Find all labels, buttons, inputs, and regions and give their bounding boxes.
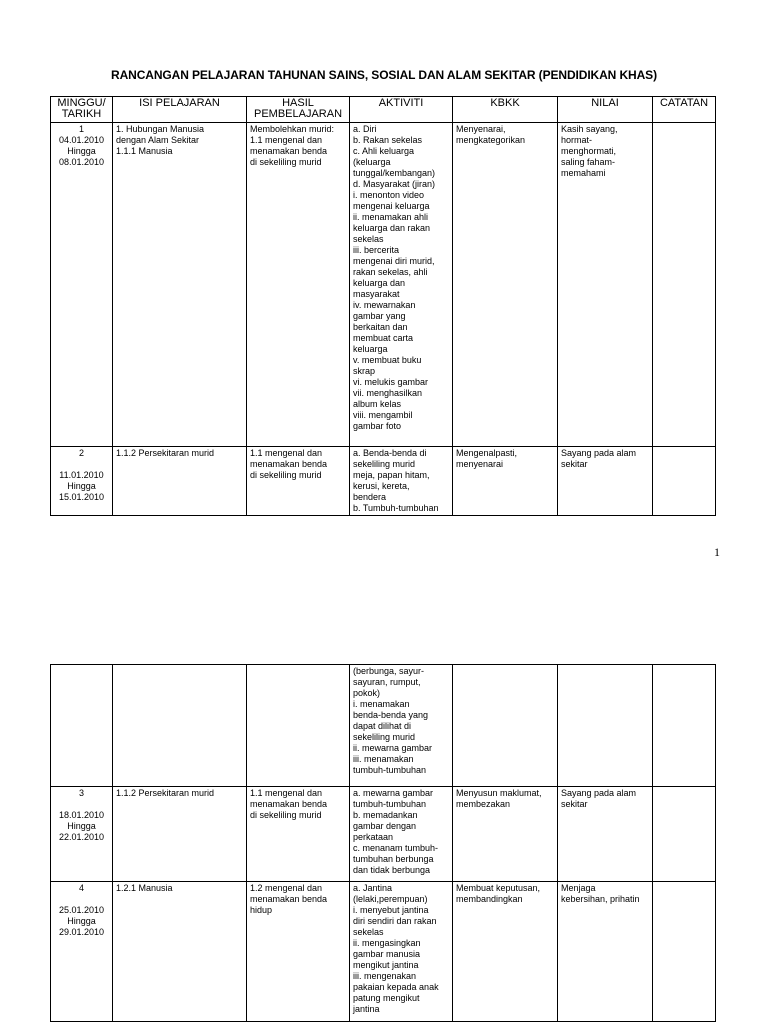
cell-text: berkaitan dan [353,322,408,332]
header-catatan: CATATAN [653,97,716,123]
cell-text: Kasih sayang, [561,124,618,134]
kbkk-cell [453,123,558,447]
cell-text: perkataan [353,832,394,842]
cell-text: menghormati, [561,146,617,156]
lesson-plan-table-2 [50,664,716,1022]
cell-text: mengkategorikan [456,135,526,145]
table-row [51,882,716,1022]
cell-text: dengan Alam Sekitar [116,135,200,145]
isi-cell [113,447,247,516]
cell-text: i. menamakan [353,699,410,709]
cell-text: hidup [250,905,273,915]
cell-text: i. menonton video [353,190,425,200]
catatan-cell [653,787,716,882]
nilai-cell [558,882,653,1022]
page-number: 1 [714,545,720,559]
cell-text: gambar manusia [353,949,421,959]
cell-text: iii. bercerita [353,245,400,255]
cell-text: sekelas [353,234,384,244]
cell-text: 4 [78,883,84,893]
cell-text: di sekeliling murid [250,810,322,820]
cell-text: membezakan [456,799,511,809]
cell-text: Hingga [67,481,96,491]
cell-text: Hingga [67,916,96,926]
cell-text: 3 [78,788,84,798]
cell-text [54,459,109,470]
cell-text: a. Benda-benda di [353,448,427,458]
cell-text: hormat- [561,135,593,145]
kbkk-cell [453,882,558,1022]
cell-text: 25.01.2010 [58,905,105,915]
cell-text: Hingga [67,146,96,156]
hasil-cell [247,882,350,1022]
cell-text [54,894,109,905]
aktiviti-cell [350,882,453,1022]
cell-text: 1 [78,124,84,134]
catatan-cell [653,123,716,447]
cell-text: sekitar [561,459,588,469]
cell-text: 2 [78,448,84,458]
nilai-cell [558,787,653,882]
cell-text: viii. mengambil [353,410,413,420]
isi-cell [113,787,247,882]
cell-text: tumbuh-tumbuhan [353,765,427,775]
table-row [51,447,716,516]
cell-text: menamakan benda [250,146,328,156]
cell-text: menamakan benda [250,459,328,469]
cell-text: menyenarai [456,459,504,469]
document-title: RANCANGAN PELAJARAN TAHUNAN SAINS, SOSIAL DAN ALAM SEKITAR (PENDIDIKAN KHAS) [111,68,657,82]
cell-text: mengikut jantina [353,960,419,970]
cell-text: memahami [561,168,606,178]
cell-text: kebersihan, prihatin [561,894,640,904]
cell-text: sekitar [561,799,588,809]
cell-text: b. Rakan sekelas [353,135,423,145]
week-cell [51,123,113,447]
cell-text: sekeliling murid [353,732,416,742]
catatan-cell [653,665,716,787]
cell-text: 1.1.1 Manusia [116,146,173,156]
cell-text: gambar dengan [353,821,417,831]
cell-text: d. Masyarakat (jiran) [353,179,436,189]
cell-text: Menjaga [561,883,596,893]
header-minggu: MINGGU/ TARIKH [51,97,113,123]
cell-text: sayuran, rumput, [353,677,421,687]
cell-text: b. memadankan [353,810,418,820]
cell-text: c. Ahli keluarga [353,146,415,156]
cell-text: mengenai keluarga [353,201,430,211]
aktiviti-cell [350,787,453,882]
cell-text: vi. melukis gambar [353,377,429,387]
cell-text: 1.1 mengenal dan [250,448,323,458]
table-row [51,123,716,447]
nilai-cell [558,123,653,447]
header-aktiviti: AKTIVITI [350,97,453,123]
cell-text: 1.1.2 Persekitaran murid [116,788,215,798]
hasil-cell [247,123,350,447]
cell-text: dapat dilihat di [353,721,412,731]
cell-text: 1.2 mengenal dan [250,883,323,893]
cell-text: 11.01.2010 [59,470,104,480]
header-row [51,97,716,123]
aktiviti-cell [350,123,453,447]
cell-text: ii. mewarna gambar [353,743,433,753]
cell-text [54,799,109,810]
cell-text: membandingkan [456,894,523,904]
isi-cell [113,882,247,1022]
week-cell [51,665,113,787]
cell-text: gambar foto [353,421,402,431]
cell-text: keluarga [353,344,388,354]
week-cell [51,882,113,1022]
cell-text: 15.01.2010 [58,492,105,502]
cell-text: 1.2.1 Manusia [116,883,173,893]
cell-text: benda-benda yang [353,710,429,720]
hasil-cell [247,787,350,882]
cell-text: 18.01.2010 [58,810,105,820]
cell-text: keluarga dan [353,278,406,288]
cell-text: kerusi, kereta, [353,481,410,491]
cell-text: 1.1 mengenal dan [250,788,323,798]
cell-text: i. menyebut jantina [353,905,429,915]
cell-text: pokok) [353,688,381,698]
cell-text: sekelas [353,927,384,937]
header-kbkk: KBKK [453,97,558,123]
cell-text: mengenai diri murid, [353,256,435,266]
cell-text: album kelas [353,399,402,409]
kbkk-cell [453,447,558,516]
header-hasil: HASIL PEMBELAJARAN [247,97,350,123]
cell-text: diri sendiri dan rakan [353,916,437,926]
aktiviti-cell [350,447,453,516]
cell-text: skrap [353,366,376,376]
cell-text: 1. Hubungan Manusia [116,124,205,134]
cell-text: ii. mengasingkan [353,938,421,948]
cell-text: 29.01.2010 [58,927,105,937]
cell-text: iii. mengenakan [353,971,417,981]
hasil-cell [247,447,350,516]
header-nilai: NILAI [558,97,653,123]
cell-text: 08.01.2010 [58,157,105,167]
cell-text: tumbuh-tumbuhan [353,799,427,809]
catatan-cell [653,882,716,1022]
cell-text: rakan sekelas, ahli [353,267,428,277]
cell-text: a. mewarna gambar [353,788,434,798]
cell-text: gambar yang [353,311,406,321]
cell-text: (berbunga, sayur- [353,666,425,676]
cell-text: menamakan benda [250,894,328,904]
cell-text: di sekeliling murid [250,157,322,167]
cell-text: iii. menamakan [353,754,414,764]
cell-text: b. Tumbuh-tumbuhan [353,503,439,513]
cell-text: 04.01.2010 [58,135,105,145]
nilai-cell [558,665,653,787]
cell-text: (keluarga [353,157,391,167]
week-cell [51,447,113,516]
kbkk-cell [453,787,558,882]
cell-text: (lelaki,perempuan) [353,894,428,904]
isi-cell [113,665,247,787]
cell-text: sekeliling murid [353,459,416,469]
cell-text: c. menanam tumbuh- [353,843,439,853]
cell-text: a. Diri [353,124,377,134]
table-row [51,787,716,882]
cell-text: Hingga [67,821,96,831]
cell-text: Menyenarai, [456,124,506,134]
cell-text: iv. mewarnakan [353,300,416,310]
cell-text: Mengenalpasti, [456,448,518,458]
cell-text: Menyusun maklumat, [456,788,542,798]
cell-text: v. membuat buku [353,355,422,365]
cell-text: meja, papan hitam, [353,470,430,480]
cell-text: pakaian kepada anak [353,982,439,992]
cell-text: dan tidak berbunga [353,865,431,875]
isi-cell [113,123,247,447]
cell-text: bendera [353,492,387,502]
cell-text: tunggal/kembangan) [353,168,436,178]
hasil-cell [247,665,350,787]
cell-text: 22.01.2010 [58,832,105,842]
aktiviti-cell [350,665,453,787]
header-isi: ISI PELAJARAN [113,97,247,123]
cell-text: Sayang pada alam [561,788,637,798]
cell-text: patung mengikut [353,993,420,1003]
nilai-cell [558,447,653,516]
cell-text: masyarakat [353,289,400,299]
cell-text: di sekeliling murid [250,470,322,480]
kbkk-cell [453,665,558,787]
catatan-cell [653,447,716,516]
cell-text: tumbuhan berbunga [353,854,434,864]
cell-text: 1.1 mengenal dan [250,135,323,145]
cell-text: 1.1.2 Persekitaran murid [116,448,215,458]
cell-text: keluarga dan rakan [353,223,431,233]
cell-text: vii. menghasilkan [353,388,423,398]
cell-text: Membuat keputusan, [456,883,541,893]
lesson-plan-table-1 [50,96,716,516]
cell-text: jantina [353,1004,380,1014]
cell-text: membuat carta [353,333,414,343]
cell-text: saling faham- [561,157,616,167]
cell-text: a. Jantina [353,883,393,893]
table-row [51,665,716,787]
cell-text: ii. menamakan ahli [353,212,429,222]
cell-text: Membolehkan murid: [250,124,335,134]
week-cell [51,787,113,882]
cell-text: menamakan benda [250,799,328,809]
cell-text: Sayang pada alam [561,448,637,458]
